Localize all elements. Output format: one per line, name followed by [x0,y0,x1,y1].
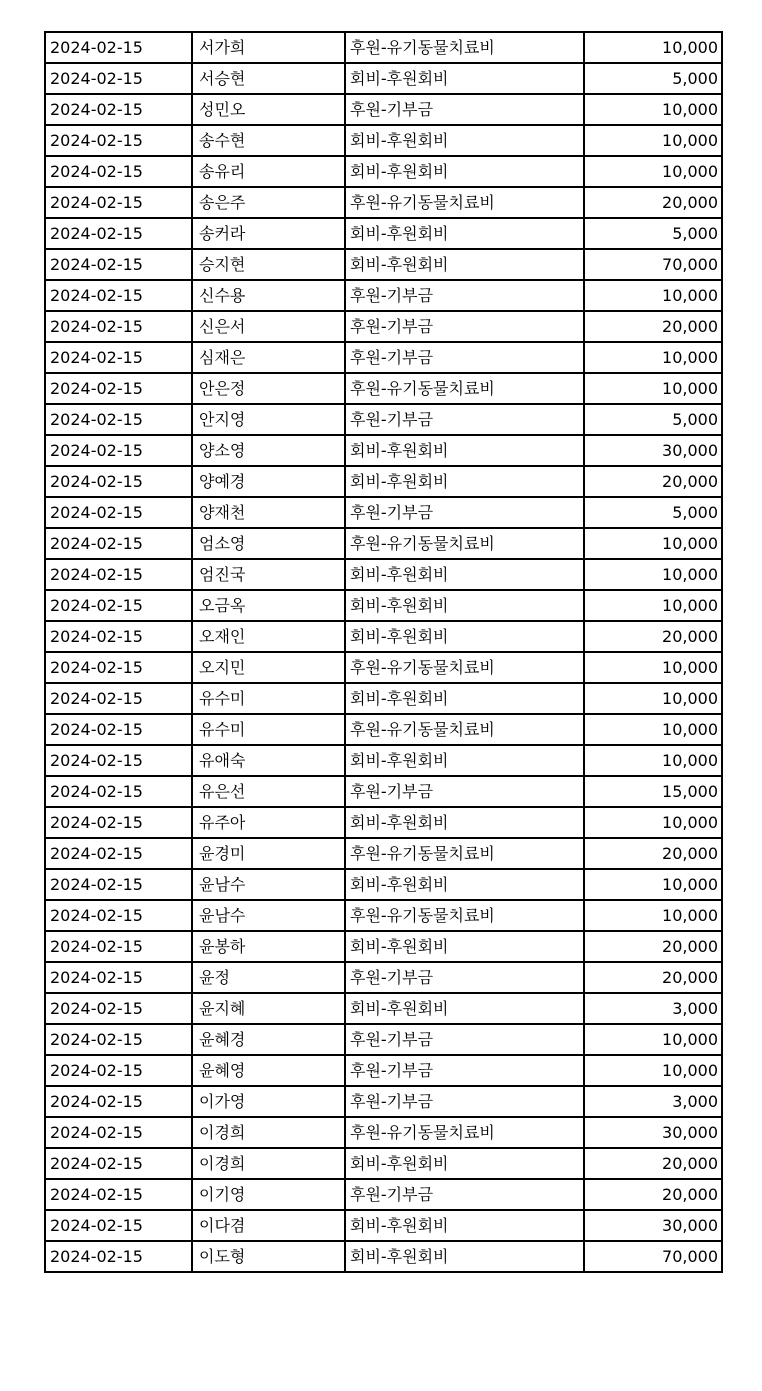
amount-cell: 20,000 [584,962,722,993]
donor-name-cell: 오지민 [192,652,345,683]
amount-cell: 20,000 [584,838,722,869]
date-cell: 2024-02-15 [45,1148,192,1179]
amount-cell: 10,000 [584,156,722,187]
table-row [45,280,722,311]
table-row [45,1055,722,1086]
donor-name-cell: 안은정 [192,373,345,404]
table-row [45,683,722,714]
donor-name-cell: 이도형 [192,1241,345,1272]
amount-cell: 10,000 [584,807,722,838]
date-cell: 2024-02-15 [45,1241,192,1272]
date-cell: 2024-02-15 [45,869,192,900]
amount-cell: 20,000 [584,931,722,962]
date-cell: 2024-02-15 [45,652,192,683]
table-row [45,776,722,807]
amount-cell: 20,000 [584,311,722,342]
date-cell: 2024-02-15 [45,32,192,63]
date-cell: 2024-02-15 [45,63,192,94]
amount-cell: 10,000 [584,869,722,900]
amount-cell: 20,000 [584,466,722,497]
donor-name-cell: 송유리 [192,156,345,187]
category-cell: 후원-유기동물치료비 [345,32,584,63]
donor-name-cell: 이기영 [192,1179,345,1210]
date-cell: 2024-02-15 [45,1179,192,1210]
donor-name-cell: 윤봉하 [192,931,345,962]
ledger-body [45,32,722,1272]
donor-name-cell: 엄소영 [192,528,345,559]
donor-name-cell: 엄진국 [192,559,345,590]
date-cell: 2024-02-15 [45,1117,192,1148]
table-row [45,218,722,249]
date-cell: 2024-02-15 [45,838,192,869]
date-cell: 2024-02-15 [45,218,192,249]
category-cell: 후원-기부금 [345,280,584,311]
table-row [45,32,722,63]
date-cell: 2024-02-15 [45,404,192,435]
category-cell: 회비-후원회비 [345,466,584,497]
donor-name-cell: 신은서 [192,311,345,342]
amount-cell: 10,000 [584,528,722,559]
amount-cell: 10,000 [584,280,722,311]
donor-name-cell: 서승현 [192,63,345,94]
category-cell: 후원-기부금 [345,1024,584,1055]
amount-cell: 30,000 [584,1210,722,1241]
donor-name-cell: 유은선 [192,776,345,807]
table-row [45,869,722,900]
table-row [45,311,722,342]
table-row [45,1179,722,1210]
category-cell: 회비-후원회비 [345,63,584,94]
category-cell: 후원-기부금 [345,776,584,807]
amount-cell: 20,000 [584,1179,722,1210]
donor-name-cell: 안지영 [192,404,345,435]
category-cell: 회비-후원회비 [345,1148,584,1179]
table-row [45,1210,722,1241]
donor-name-cell: 윤남수 [192,900,345,931]
table-row [45,807,722,838]
donor-name-cell: 윤혜경 [192,1024,345,1055]
category-cell: 회비-후원회비 [345,869,584,900]
amount-cell: 70,000 [584,1241,722,1272]
donor-name-cell: 송수현 [192,125,345,156]
amount-cell: 3,000 [584,1086,722,1117]
amount-cell: 20,000 [584,187,722,218]
category-cell: 후원-기부금 [345,497,584,528]
donation-ledger-table [44,31,723,1273]
donor-name-cell: 윤남수 [192,869,345,900]
category-cell: 회비-후원회비 [345,745,584,776]
category-cell: 후원-기부금 [345,1055,584,1086]
amount-cell: 10,000 [584,94,722,125]
date-cell: 2024-02-15 [45,156,192,187]
category-cell: 회비-후원회비 [345,621,584,652]
donor-name-cell: 윤정 [192,962,345,993]
table-row [45,1148,722,1179]
date-cell: 2024-02-15 [45,1086,192,1117]
amount-cell: 20,000 [584,1148,722,1179]
donor-name-cell: 윤혜영 [192,1055,345,1086]
table-row [45,63,722,94]
date-cell: 2024-02-15 [45,807,192,838]
amount-cell: 5,000 [584,497,722,528]
table-row [45,931,722,962]
date-cell: 2024-02-15 [45,94,192,125]
table-row [45,962,722,993]
category-cell: 후원-유기동물치료비 [345,652,584,683]
category-cell: 후원-기부금 [345,342,584,373]
date-cell: 2024-02-15 [45,900,192,931]
table-row [45,187,722,218]
date-cell: 2024-02-15 [45,683,192,714]
amount-cell: 5,000 [584,404,722,435]
table-row [45,900,722,931]
table-row [45,404,722,435]
amount-cell: 70,000 [584,249,722,280]
table-row [45,838,722,869]
amount-cell: 10,000 [584,32,722,63]
date-cell: 2024-02-15 [45,931,192,962]
amount-cell: 30,000 [584,1117,722,1148]
donor-name-cell: 양예경 [192,466,345,497]
category-cell: 회비-후원회비 [345,435,584,466]
date-cell: 2024-02-15 [45,559,192,590]
amount-cell: 5,000 [584,63,722,94]
table-row [45,528,722,559]
table-row [45,125,722,156]
donor-name-cell: 양소영 [192,435,345,466]
table-row [45,435,722,466]
table-row [45,559,722,590]
date-cell: 2024-02-15 [45,745,192,776]
donor-name-cell: 유애숙 [192,745,345,776]
table-row [45,590,722,621]
date-cell: 2024-02-15 [45,125,192,156]
donor-name-cell: 이다겸 [192,1210,345,1241]
amount-cell: 10,000 [584,590,722,621]
table-row [45,497,722,528]
category-cell: 후원-유기동물치료비 [345,528,584,559]
amount-cell: 10,000 [584,683,722,714]
category-cell: 회비-후원회비 [345,249,584,280]
category-cell: 회비-후원회비 [345,1210,584,1241]
amount-cell: 20,000 [584,621,722,652]
amount-cell: 5,000 [584,218,722,249]
category-cell: 회비-후원회비 [345,125,584,156]
donor-name-cell: 오재인 [192,621,345,652]
donor-name-cell: 유수미 [192,714,345,745]
amount-cell: 10,000 [584,342,722,373]
table-row [45,156,722,187]
table-row [45,1086,722,1117]
donor-name-cell: 심재은 [192,342,345,373]
date-cell: 2024-02-15 [45,373,192,404]
category-cell: 후원-유기동물치료비 [345,1117,584,1148]
donor-name-cell: 윤지혜 [192,993,345,1024]
category-cell: 후원-유기동물치료비 [345,838,584,869]
table-row [45,1024,722,1055]
table-row [45,993,722,1024]
amount-cell: 10,000 [584,559,722,590]
date-cell: 2024-02-15 [45,466,192,497]
date-cell: 2024-02-15 [45,1024,192,1055]
amount-cell: 10,000 [584,373,722,404]
donor-name-cell: 윤경미 [192,838,345,869]
amount-cell: 10,000 [584,1055,722,1086]
category-cell: 후원-유기동물치료비 [345,373,584,404]
category-cell: 회비-후원회비 [345,931,584,962]
date-cell: 2024-02-15 [45,187,192,218]
category-cell: 회비-후원회비 [345,156,584,187]
amount-cell: 10,000 [584,714,722,745]
amount-cell: 10,000 [584,1024,722,1055]
category-cell: 후원-기부금 [345,311,584,342]
donor-name-cell: 오금옥 [192,590,345,621]
amount-cell: 30,000 [584,435,722,466]
category-cell: 회비-후원회비 [345,559,584,590]
amount-cell: 10,000 [584,900,722,931]
amount-cell: 10,000 [584,745,722,776]
category-cell: 후원-기부금 [345,1086,584,1117]
date-cell: 2024-02-15 [45,962,192,993]
category-cell: 회비-후원회비 [345,590,584,621]
donor-name-cell: 양재천 [192,497,345,528]
table-row [45,621,722,652]
table-row [45,1241,722,1272]
date-cell: 2024-02-15 [45,590,192,621]
donor-name-cell: 유주아 [192,807,345,838]
category-cell: 후원-기부금 [345,404,584,435]
donor-name-cell: 이경희 [192,1148,345,1179]
table-row [45,745,722,776]
donor-name-cell: 서가희 [192,32,345,63]
amount-cell: 10,000 [584,652,722,683]
date-cell: 2024-02-15 [45,621,192,652]
amount-cell: 15,000 [584,776,722,807]
donor-name-cell: 이가영 [192,1086,345,1117]
date-cell: 2024-02-15 [45,776,192,807]
date-cell: 2024-02-15 [45,311,192,342]
donor-name-cell: 승지현 [192,249,345,280]
table-row [45,714,722,745]
donor-name-cell: 이경희 [192,1117,345,1148]
date-cell: 2024-02-15 [45,993,192,1024]
table-row [45,373,722,404]
donor-name-cell: 송은주 [192,187,345,218]
category-cell: 후원-유기동물치료비 [345,714,584,745]
date-cell: 2024-02-15 [45,1210,192,1241]
table-row [45,652,722,683]
category-cell: 회비-후원회비 [345,807,584,838]
category-cell: 후원-유기동물치료비 [345,900,584,931]
category-cell: 회비-후원회비 [345,1241,584,1272]
donor-name-cell: 성민오 [192,94,345,125]
date-cell: 2024-02-15 [45,714,192,745]
table-row [45,342,722,373]
category-cell: 회비-후원회비 [345,218,584,249]
date-cell: 2024-02-15 [45,435,192,466]
donor-name-cell: 송커라 [192,218,345,249]
date-cell: 2024-02-15 [45,249,192,280]
category-cell: 후원-기부금 [345,962,584,993]
donor-name-cell: 유수미 [192,683,345,714]
date-cell: 2024-02-15 [45,528,192,559]
table-row [45,1117,722,1148]
category-cell: 후원-유기동물치료비 [345,187,584,218]
category-cell: 회비-후원회비 [345,683,584,714]
table-row [45,94,722,125]
date-cell: 2024-02-15 [45,342,192,373]
date-cell: 2024-02-15 [45,1055,192,1086]
date-cell: 2024-02-15 [45,497,192,528]
amount-cell: 10,000 [584,125,722,156]
donor-name-cell: 신수용 [192,280,345,311]
category-cell: 후원-기부금 [345,94,584,125]
table-row [45,466,722,497]
category-cell: 회비-후원회비 [345,993,584,1024]
table-row [45,249,722,280]
date-cell: 2024-02-15 [45,280,192,311]
amount-cell: 3,000 [584,993,722,1024]
category-cell: 후원-기부금 [345,1179,584,1210]
